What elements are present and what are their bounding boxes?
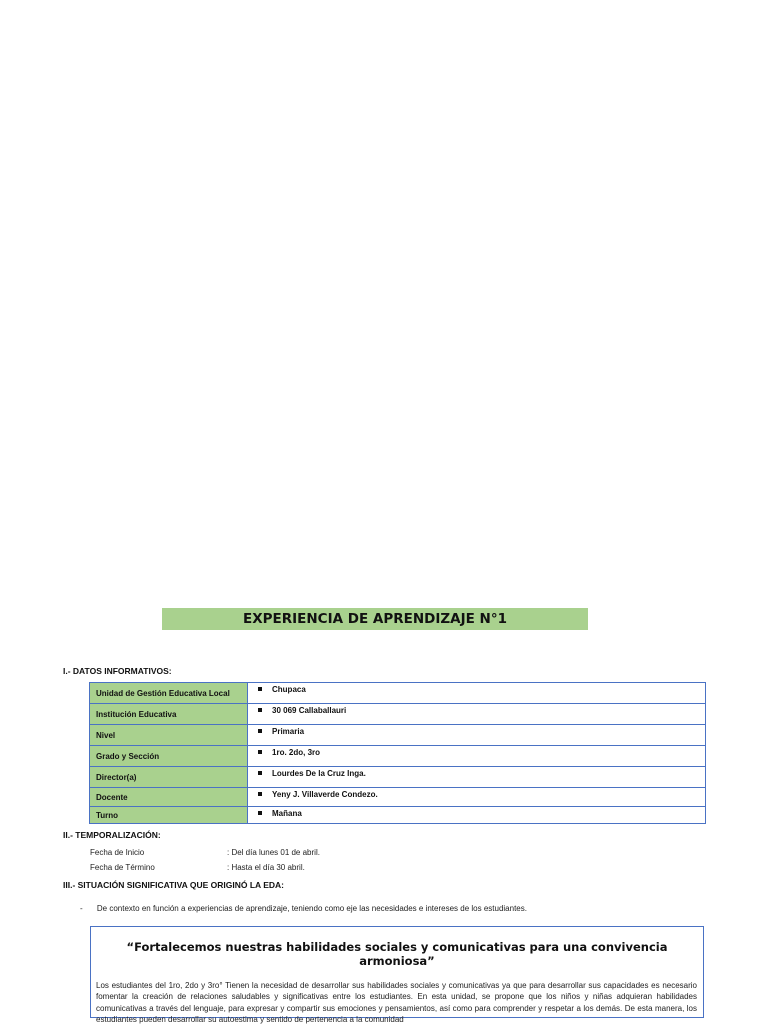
situacion-box: [90, 926, 704, 1024]
table-row: [90, 767, 706, 788]
bullet-icon: [258, 792, 262, 796]
row-label: Nivel: [90, 725, 248, 746]
fecha-inicio-value: : Del día lunes 01 de abril.: [227, 848, 320, 857]
bullet-icon: [258, 771, 262, 775]
dash-marker: -: [80, 904, 83, 913]
context-bullet: [80, 904, 527, 913]
table-row: [90, 807, 706, 824]
row-label: Unidad de Gestión Educativa Local: [90, 683, 248, 704]
section-temporalizacion: II.- TEMPORALIZACIÓN:: [63, 830, 161, 840]
row-value-text: Primaria: [272, 727, 305, 736]
row-label: Turno: [90, 807, 248, 824]
context-text: De contexto en función a experiencias de aprendizaje, teniendo como eje las necesidades e intereses de los estudiantes.: [96, 904, 527, 913]
section-situacion-significativa: III.- SITUACIÓN SIGNIFICATIVA QUE ORIGINÓ LA EDA:: [63, 880, 284, 890]
fecha-termino-label: Fecha de Término: [90, 863, 155, 872]
row-value: [248, 807, 706, 824]
row-value: [248, 683, 706, 704]
row-value-text: 30 069 Callaballauri: [272, 706, 347, 715]
row-value: [248, 746, 706, 767]
table-row: [90, 683, 706, 704]
table-row: [90, 788, 706, 807]
row-label: Institución Educativa: [90, 704, 248, 725]
table-row: [90, 746, 706, 767]
bullet-icon: [258, 708, 262, 712]
row-label: Docente: [90, 788, 248, 807]
row-value: [248, 704, 706, 725]
bullet-icon: [258, 729, 262, 733]
fecha-inicio-label: Fecha de Inicio: [90, 848, 145, 857]
row-value: [248, 788, 706, 807]
fecha-termino-value: : Hasta el día 30 abril.: [227, 863, 305, 872]
situacion-paragraph: Los estudiantes del 1ro, 2do y 3ro° Tienen la necesidad de desarrollar sus habilidades sociales y comunicativas ya que para desarrollar sus capacidades es necesario fomentar la creación de relaciones saludables y significativas entre los estudiantes. En esta unidad, se propone que los niños y niñas adquieran habilidades comunicativas a través del lenguaje, para expresar y compartir sus emociones y pensamientos, así como para comprender y respetar a los demás. De esta manera, los estudiantes pueden desarrollar su autoestima y sentido de pertenencia a la comunidad: [96, 981, 697, 1024]
situacion-title: “Fortalecemos nuestras habilidades sociales y comunicativas para una convivencia armoniosa”: [126, 940, 668, 968]
row-value-text: 1ro. 2do, 3ro: [272, 748, 321, 757]
table-row: [90, 725, 706, 746]
row-value-text: Lourdes De la Cruz Inga.: [272, 769, 366, 778]
info-table: [89, 682, 706, 824]
row-label: Grado y Sección: [90, 746, 248, 767]
row-value: [248, 767, 706, 788]
bullet-icon: [258, 687, 262, 691]
bullet-icon: [258, 750, 262, 754]
row-value-text: Yeny J. Villaverde Condezo.: [272, 790, 378, 799]
bullet-icon: [258, 811, 262, 815]
row-value-text: Chupaca: [272, 685, 306, 694]
row-value-text: Mañana: [272, 809, 302, 818]
row-label: Director(a): [90, 767, 248, 788]
section-datos-informativos: I.- DATOS INFORMATIVOS:: [63, 666, 172, 676]
row-value: [248, 725, 706, 746]
table-row: [90, 704, 706, 725]
document-title: EXPERIENCIA DE APRENDIZAJE N°1: [162, 608, 588, 630]
